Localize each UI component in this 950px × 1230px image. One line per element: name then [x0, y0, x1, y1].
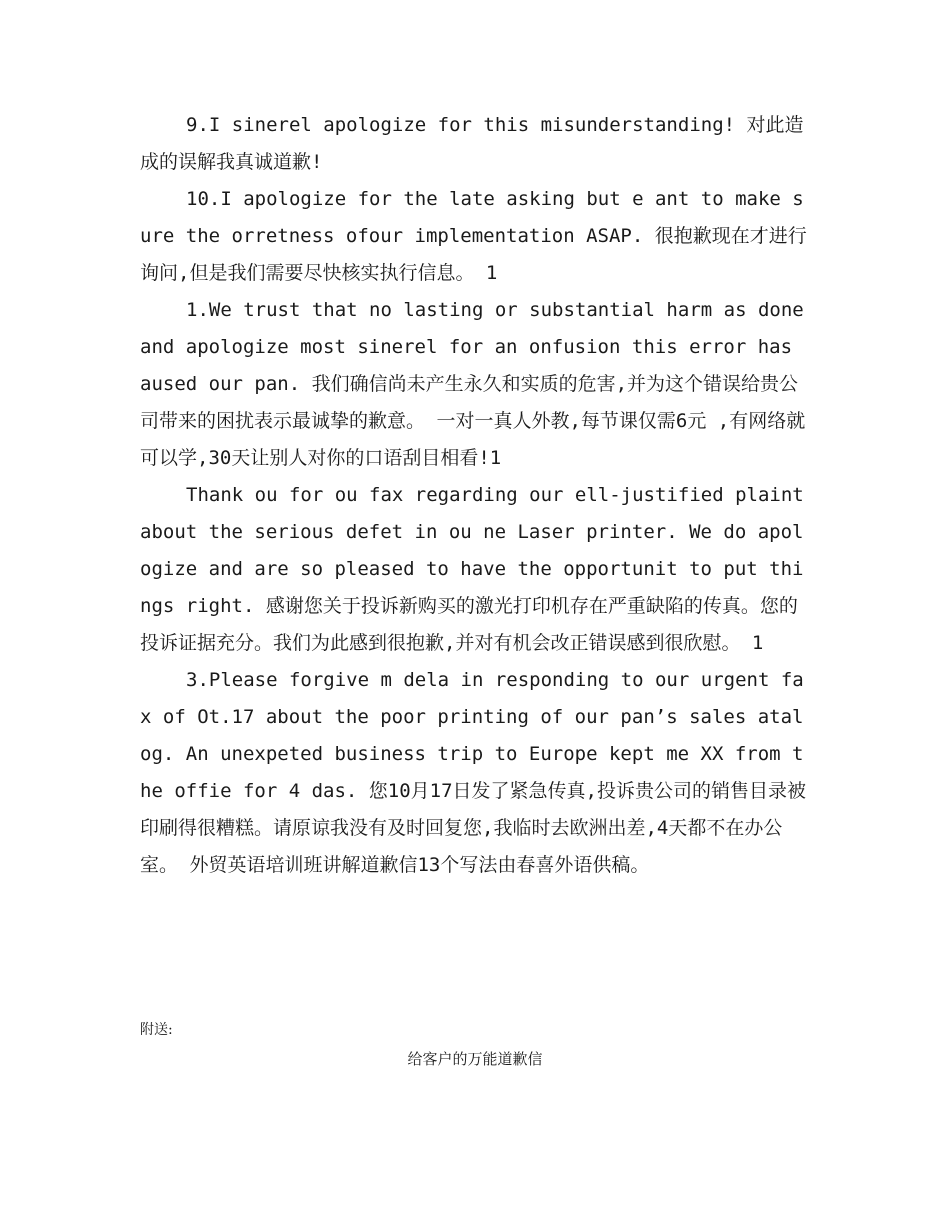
appendix-label: 附送:: [140, 1022, 173, 1038]
paragraph-apology-13: 3.Please forgive m dela in responding to our urgent fax of Ot.17 about the poor printing of our pan’s sales atalog. An unexpeted business trip to Europe kept me XX from the offie for 4 das. 您10月17日发了紧急传真,投诉贵公司的销售目录被印刷得很糟糕。请原谅我没有及时回复您,我临时去欧洲出差,4天都不在办公室。 外贸英语培训班讲解道歉信13个写法由春喜外语供稿。: [140, 669, 806, 876]
document-body: [140, 107, 812, 884]
paragraph-apology-10: 10.I apologize for the late asking but e ant to make sure the orretness ofour implementation ASAP. 很抱歉现在才进行询问,但是我们需要尽快核实执行信息。 1: [140, 188, 807, 284]
paragraph-apology-9: 9.I sinerel apologize for this misunderstanding! 对此造成的误解我真诚道歉!: [140, 114, 804, 173]
appendix-title: 给客户的万能道歉信: [407, 1050, 543, 1068]
paragraph-apology-11: 1.We trust that no lasting or substantial harm as done and apologize most sinerel for an onfusion this error has aused our pan. 我们确信尚未产生永久和实质的危害,并为这个错误给贵公司带来的困扰表示最诚挚的歉意。 一对一真人外教,每节课仅需6元 ,有网络就可以学,30天让别人对你的口语刮目相看!1: [140, 299, 806, 469]
paragraph-apology-12: Thank ou for ou fax regarding our ell-justified plaint about the serious defet in ou ne Laser printer. We do apologize and are so pleased to have the opportunit to put things right. 感谢您关于投诉新购买的激光打印机存在严重缺陷的传真。您的投诉证据充分。我们为此感到很抱歉,并对有机会改正错误感到很欣慰。 1: [140, 484, 804, 654]
